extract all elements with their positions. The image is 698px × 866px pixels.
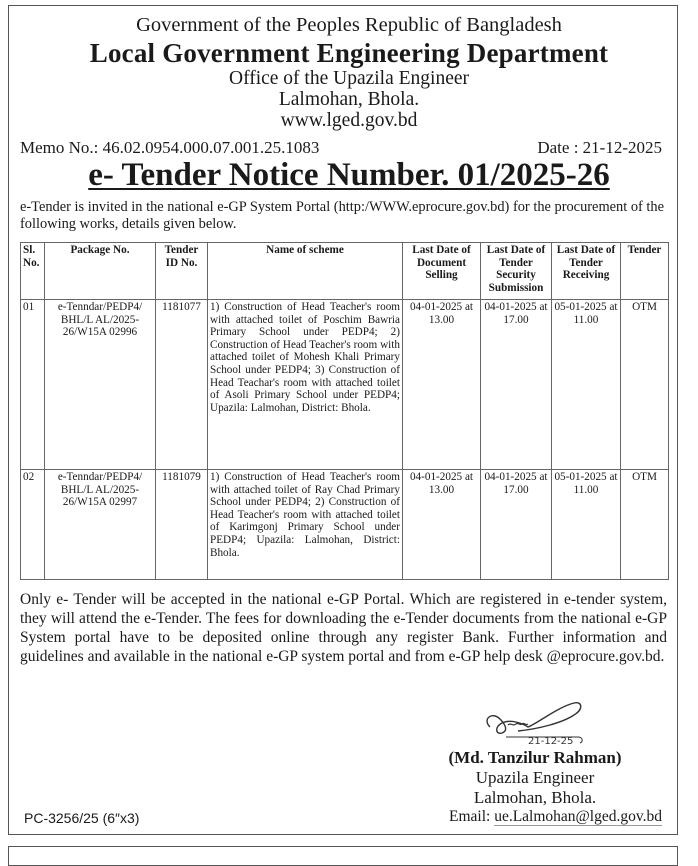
table-row bbox=[21, 300, 669, 470]
office-heading: Office of the Upazila Engineer bbox=[228, 68, 470, 89]
cell-security: 04-01-2025 at 17.00 bbox=[481, 300, 552, 470]
header-receiving: Last Date of Tender Receiving bbox=[552, 243, 621, 300]
email-link[interactable]: ue.Lalmohan@lged.gov.bd bbox=[494, 808, 662, 825]
instructions-paragraph: Only e- Tender will be accepted in the national e-GP Portal. Which are registered in e-tender system, they will attend the e-Tender. The fees for downloading the e-Tender documents from the national e-GP System portal have to be deposited online through any register Bank. Further information and guidelines and available in the national e-GP system portal and from e-GP help desk @eprocure.gov.bd. bbox=[20, 591, 667, 665]
cell-receiving: 05-01-2025 at 11.00 bbox=[552, 470, 621, 580]
table-header-row bbox=[21, 243, 669, 300]
header-tender-id: Tender ID No. bbox=[156, 243, 208, 300]
office-location: Lalmohan, Bhola. bbox=[278, 89, 420, 110]
website: www.lged.gov.bd bbox=[280, 110, 418, 131]
signatory-designation: Upazila Engineer bbox=[475, 768, 595, 787]
pc-code: PC-3256/25 (6″x3) bbox=[24, 810, 140, 826]
signatory-email-line bbox=[449, 808, 662, 826]
signature-date: 21-12-25 bbox=[528, 736, 574, 747]
government-heading: Government of the Peoples Republic of Bangladesh bbox=[136, 14, 562, 36]
tender-table bbox=[20, 242, 669, 580]
table-row bbox=[21, 470, 669, 580]
signatory-name: (Md. Tanzilur Rahman) bbox=[448, 748, 622, 767]
header-sl: Sl. No. bbox=[21, 243, 45, 300]
cell-tender-id: 1181077 bbox=[156, 300, 208, 470]
header-tender: Tender bbox=[621, 243, 669, 300]
cell-receiving: 05-01-2025 at 11.00 bbox=[552, 300, 621, 470]
notice-title: e- Tender Notice Number. 01/2025-26 bbox=[88, 157, 610, 193]
email-label: Email: bbox=[448, 808, 491, 825]
cell-scheme: 1) Construction of Head Teacher's room with attached toilet of Ray Chad Primary School under PEDP4; 2) Construction of Head Teacher's room with attached toilet of Karimgonj Primary School under PEDP4; Upazila: Lalmohan, District: Bhola. bbox=[208, 470, 403, 580]
next-notice-border bbox=[8, 846, 678, 866]
cell-package: e-Tenndar/PEDP4/ BHL/L AL/2025-26/W15A 02996 bbox=[45, 300, 156, 470]
cell-tender: OTM bbox=[621, 300, 669, 470]
memo-number: Memo No.: 46.02.0954.000.07.001.25.1083 bbox=[20, 138, 320, 157]
cell-security: 04-01-2025 at 17.00 bbox=[481, 470, 552, 580]
cell-tender: OTM bbox=[621, 470, 669, 580]
cell-sl: 01 bbox=[21, 300, 45, 470]
cell-tender-id: 1181079 bbox=[156, 470, 208, 580]
header-security: Last Date of Tender Security Submission bbox=[481, 243, 552, 300]
cell-package: e-Tenndar/PEDP4/ BHL/L AL/2025-26/W15A 02997 bbox=[45, 470, 156, 580]
memo-date: Date : 21-12-2025 bbox=[537, 138, 662, 157]
signatory-location: Lalmohan, Bhola. bbox=[473, 788, 597, 807]
header-package: Package No. bbox=[45, 243, 156, 300]
cell-sl: 02 bbox=[21, 470, 45, 580]
header-scheme: Name of scheme bbox=[208, 243, 403, 300]
intro-text: e-Tender is invited in the national e-GP System Portal (http:/WWW.eprocure.gov.bd) for the procurement of the following works, details given below. bbox=[20, 199, 664, 232]
cell-scheme: 1) Construction of Head Teacher's room with attached toilet of Poschim Bawria Primary School under PEDP4; 2) Construction of Head Teacher's room with attached toilet of Mohesh Khali Primary School under PEDP4; 3) Construction of Head Teachar's room with attached toilet of Asoli Primary School under PEDP4; Upazila: Lalmohan, District: Bhola. bbox=[208, 300, 403, 470]
cell-doc-selling: 04-01-2025 at 13.00 bbox=[403, 300, 481, 470]
cell-doc-selling: 04-01-2025 at 13.00 bbox=[403, 470, 481, 580]
department-heading: Local Government Engineering Department bbox=[89, 38, 609, 68]
signature-image bbox=[478, 697, 588, 749]
header-doc-selling: Last Date of Document Selling bbox=[403, 243, 481, 300]
